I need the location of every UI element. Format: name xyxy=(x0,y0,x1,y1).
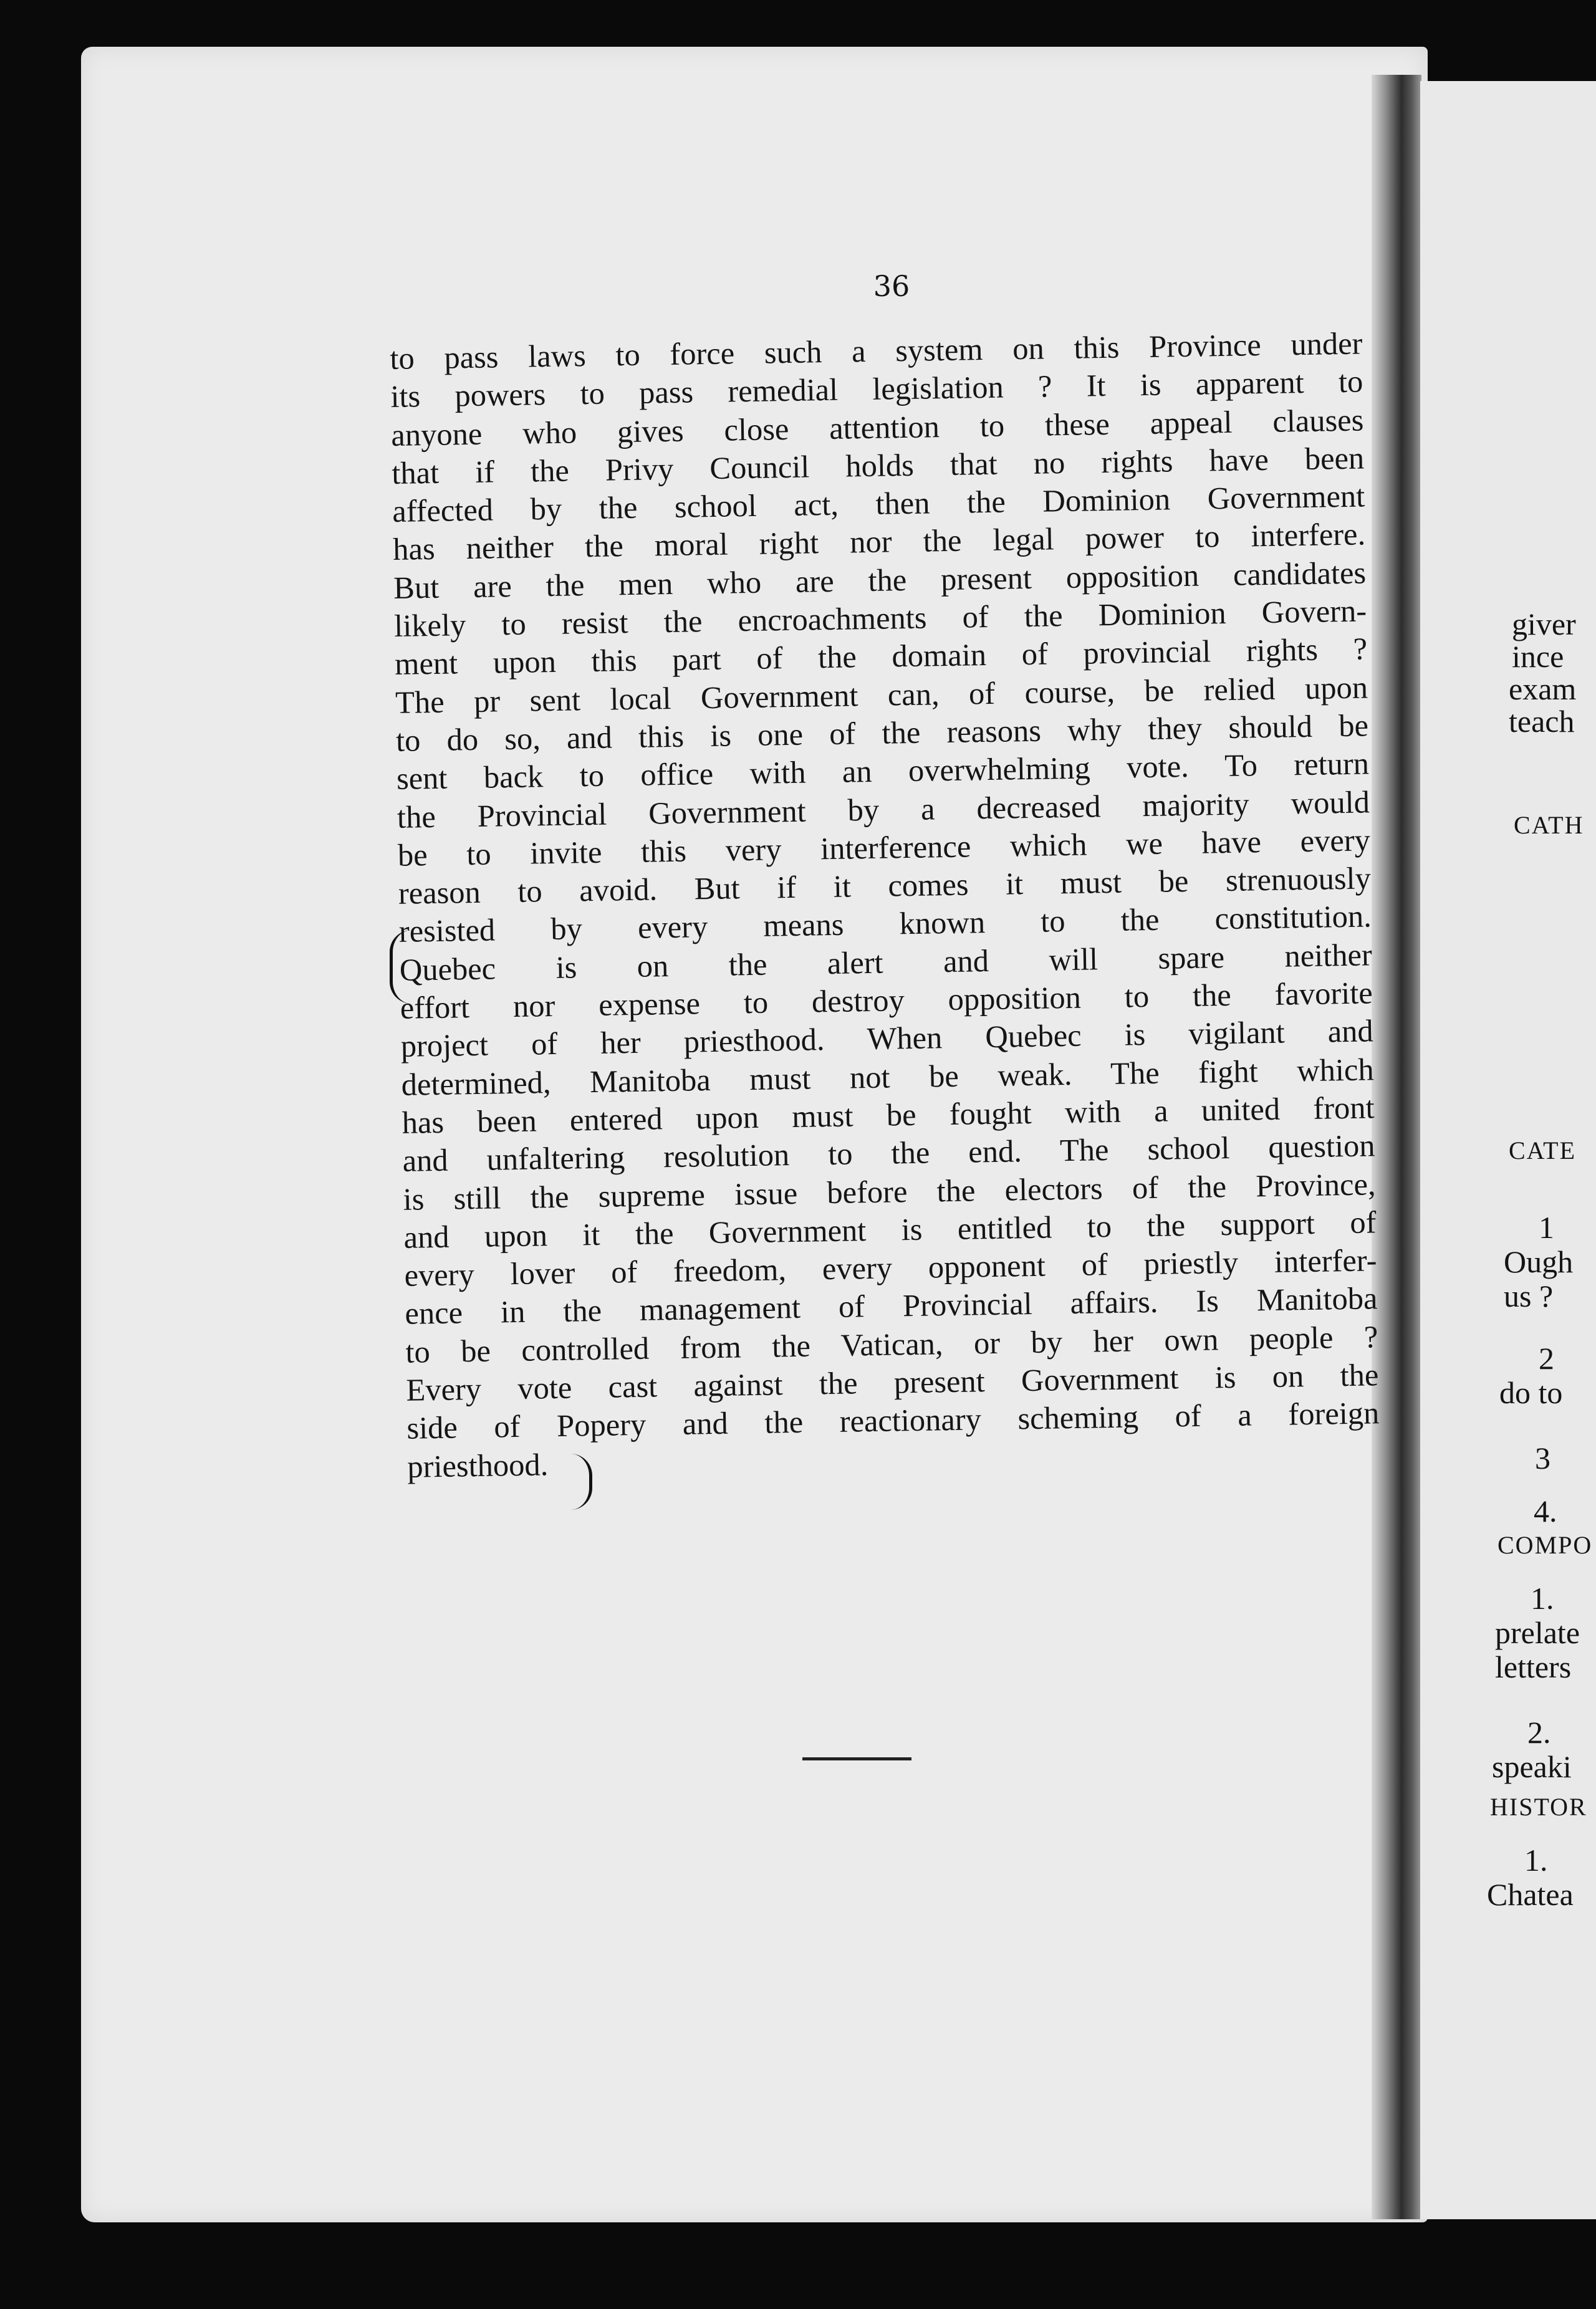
text-line: The pr sent local Government can, of course, be relied upon xyxy=(395,670,1368,720)
binding-gutter xyxy=(1372,75,1421,2219)
handwritten-bracket-open xyxy=(390,930,411,1004)
facing-page-fragment: teach xyxy=(1509,704,1575,739)
text-line: to do so, and this is one of the reasons why they should be xyxy=(395,708,1369,758)
text-line: effort nor expense to destroy opposition to the favorite xyxy=(400,975,1373,1025)
text-line: Quebec is on the alert and will spare neither xyxy=(399,937,1373,987)
facing-page-fragment: ince xyxy=(1512,639,1564,674)
facing-page-fragment: Chatea xyxy=(1487,1877,1574,1912)
text-line: that if the Privy Council holds that no rights have been xyxy=(391,440,1365,491)
text-line: likely to resist the encroachments of the Dominion Govern- xyxy=(393,593,1367,644)
facing-page-fragment: do to xyxy=(1499,1375,1563,1410)
text-line: is still the supreme issue before the electors of the Province, xyxy=(403,1166,1376,1217)
text-line: and unfaltering resolution to the end. The school question xyxy=(402,1128,1375,1179)
facing-page-fragment: COMPO xyxy=(1497,1531,1593,1559)
text-line: priesthood. xyxy=(406,1446,549,1484)
text-line: But are the men who are the present opposition candidates xyxy=(393,555,1367,605)
text-line: affected by the school act, then the Dominion Government xyxy=(392,478,1365,529)
text-line: has been entered upon must be fought with a united front xyxy=(401,1090,1375,1140)
text-line: ence in the management of Provincial affairs. Is Manitoba xyxy=(405,1280,1378,1332)
text-line: every lover of freedom, every opponent of priestly interfer- xyxy=(404,1242,1377,1293)
text-line: anyone who gives close attention to these appeal clauses xyxy=(390,402,1364,453)
facing-page-fragment: HISTOR xyxy=(1490,1793,1587,1821)
facing-page-fragment: 1 xyxy=(1539,1210,1554,1245)
text-line: its powers to pass remedial legislation ? It is apparent to xyxy=(390,363,1363,415)
facing-page-fragment: prelate xyxy=(1495,1615,1580,1650)
text-line: to pass laws to force such a system on this Province under xyxy=(390,325,1363,376)
text-line: resisted by every means known to the constitution. xyxy=(398,898,1372,949)
facing-page-fragment: 2. xyxy=(1527,1715,1551,1750)
text-line: the Provincial Government by a decreased majority would xyxy=(397,784,1370,835)
facing-page-fragment: 3 xyxy=(1535,1441,1550,1476)
body-text xyxy=(390,324,1380,1486)
text-line: to be controlled from the Vatican, or by her own people ? xyxy=(405,1319,1378,1370)
text-line: determined, Manitoba must not be weak. The fight which xyxy=(401,1051,1375,1102)
facing-page-fragment: 1. xyxy=(1531,1581,1554,1616)
text-line: side of Popery and the reactionary scheming of a foreign xyxy=(406,1395,1380,1446)
text-line: reason to avoid. But if it comes it must be strenuously xyxy=(398,860,1372,911)
facing-page-fragment: 1. xyxy=(1524,1843,1548,1878)
facing-page-fragment: CATE xyxy=(1509,1136,1576,1164)
facing-page-fragment: 2 xyxy=(1539,1341,1554,1376)
facing-page-fragment: letters xyxy=(1495,1649,1572,1684)
text-line: Every vote cast against the present Government is on the xyxy=(406,1357,1379,1408)
facing-page-fragment: CATH xyxy=(1514,811,1584,839)
section-rule xyxy=(802,1757,911,1760)
page-number: 36 xyxy=(873,269,910,303)
facing-page-fragment: giver xyxy=(1512,607,1576,641)
facing-page-fragment: us ? xyxy=(1504,1279,1554,1313)
text-line: and upon it the Government is entitled to the support of xyxy=(403,1204,1377,1255)
text-line: project of her priesthood. When Quebec is vigilant and xyxy=(400,1013,1374,1064)
text-line: has neither the moral right nor the legal power to interfere. xyxy=(392,516,1366,567)
facing-page-fragment: Ough xyxy=(1504,1244,1574,1279)
text-line: be to invite this very interference which we have every xyxy=(397,822,1371,873)
facing-page-fragment: exam xyxy=(1509,671,1577,706)
facing-page-fragment: speaki xyxy=(1492,1749,1572,1784)
text-line: sent back to office with an overwhelming vote. To return xyxy=(396,746,1370,797)
facing-page-fragment: 4. xyxy=(1534,1494,1557,1529)
text-line: ment upon this part of the domain of provincial rights ? xyxy=(394,631,1368,682)
